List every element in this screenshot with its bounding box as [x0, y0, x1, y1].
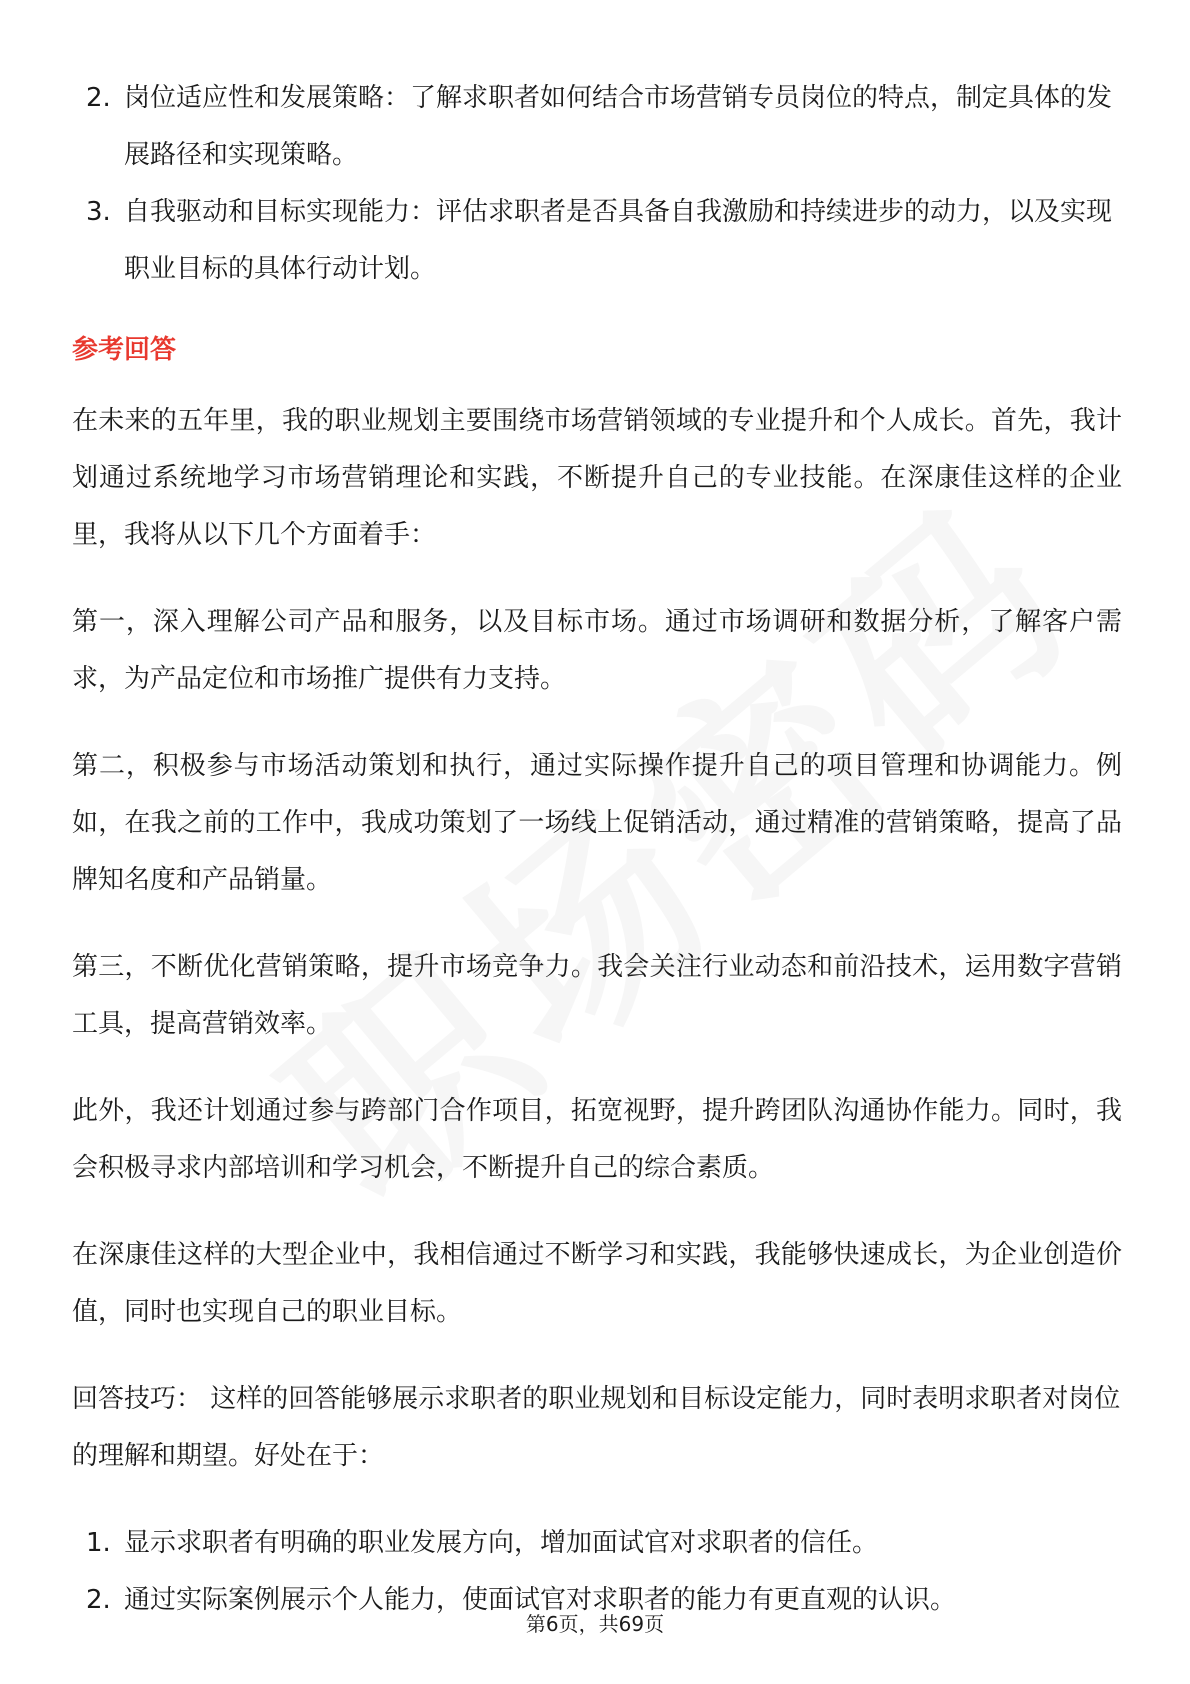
paragraph: 在深康佳这样的大型企业中，我相信通过不断学习和实践，我能够快速成长，为企业创造价值，同时也实现自己的职业目标。 — [72, 1240, 1122, 1327]
paragraph: 第三，不断优化营销策略，提升市场竞争力。我会关注行业动态和前沿技术，运用数字营销工具，提高营销效率。 — [72, 952, 1122, 1039]
list-item — [72, 70, 1122, 184]
list-item-text: 显示求职者有明确的职业发展方向，增加面试官对求职者的信任。 — [124, 1528, 879, 1558]
list-number: 3. — [86, 197, 111, 227]
list-item-text: 通过实际案例展示个人能力，使面试官对求职者的能力有更直观的认识。 — [124, 1585, 957, 1615]
paragraph: 在未来的五年里，我的职业规划主要围绕市场营销领域的专业提升和个人成长。首先，我计划通过系统地学习市场营销理论和实践，不断提升自己的专业技能。在深康佳这样的企业里，我将从以下几个方面着手： — [72, 406, 1122, 550]
intro-numbered-list — [72, 70, 1122, 298]
list-number: 2. — [86, 1585, 111, 1615]
section-heading: 参考回答 — [72, 335, 177, 365]
list-item-text: 岗位适应性和发展策略：了解求职者如何结合市场营销专员岗位的特点，制定具体的发展路径和实现策略。 — [124, 83, 1113, 170]
paragraph: 第一，深入理解公司产品和服务，以及目标市场。通过市场调研和数据分析，了解客户需求，为产品定位和市场推广提供有力支持。 — [72, 607, 1122, 694]
list-number: 2. — [86, 83, 111, 113]
paragraph: 第二，积极参与市场活动策划和执行，通过实际操作提升自己的项目管理和协调能力。例如，在我之前的工作中，我成功策划了一场线上促销活动，通过精准的营销策略，提高了品牌知名度和产品销量。 — [72, 751, 1122, 895]
list-item-text: 自我驱动和目标实现能力：评估求职者是否具备自我激励和持续进步的动力，以及实现职业目标的具体行动计划。 — [124, 197, 1113, 284]
paragraph: 此外，我还计划通过参与跨部门合作项目，拓宽视野，提升跨团队沟通协作能力。同时，我会积极寻求内部培训和学习机会，不断提升自己的综合素质。 — [72, 1096, 1122, 1183]
answer-tips: 回答技巧： 这样的回答能够展示求职者的职业规划和目标设定能力，同时表明求职者对岗位的理解和期望。好处在于： — [72, 1384, 1121, 1471]
list-item — [72, 184, 1122, 298]
list-number: 1. — [86, 1528, 111, 1558]
page-content — [72, 70, 1122, 1629]
page-number-footer: 第6页，共69页 — [525, 1612, 665, 1636]
list-item — [72, 1515, 1122, 1572]
